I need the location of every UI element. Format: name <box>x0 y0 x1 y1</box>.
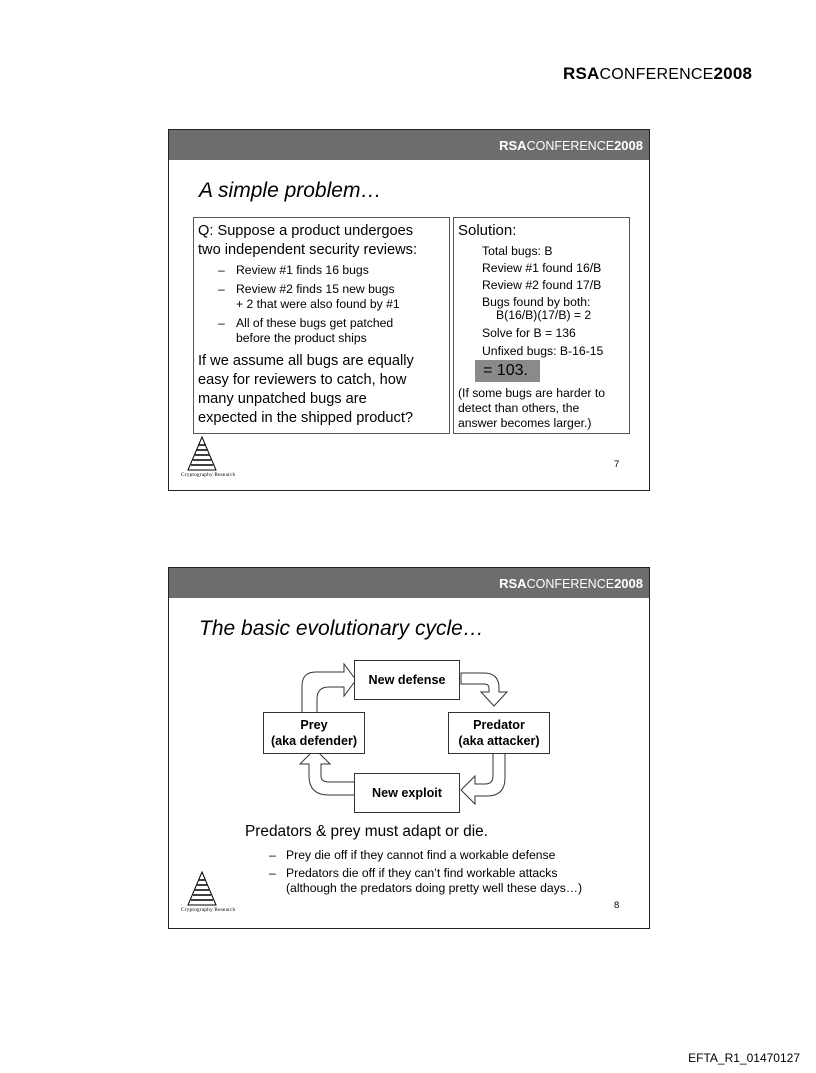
page-number: 7 <box>614 459 620 470</box>
solution-step: Review #2 found 17/B <box>482 278 602 292</box>
page-number: 8 <box>614 900 620 911</box>
bullet-text: (although the predators doing pretty well these days…) <box>286 881 583 895</box>
solution-step: Review #1 found 16/B <box>482 261 602 275</box>
slide-rsa-logo: RSACONFERENCE2008 <box>499 138 643 153</box>
node-predator <box>448 712 550 754</box>
arrow-prey-to-defense <box>302 664 356 713</box>
bullet-dash: – <box>269 866 276 880</box>
bullet-text: Review #2 finds 15 new bugs <box>236 282 395 296</box>
solution-step: Solve for B = 136 <box>482 326 576 340</box>
bullet-text: + 2 that were also found by #1 <box>236 297 400 311</box>
bullet-dash: – <box>218 282 225 296</box>
node-label: (aka attacker) <box>458 734 540 748</box>
slide-title: The basic evolutionary cycle… <box>199 617 484 640</box>
slide-8 <box>168 567 650 929</box>
solution-step: Unfixed bugs: B-16-15 <box>482 344 604 358</box>
node-new-defense <box>354 660 460 700</box>
slide-7 <box>168 129 650 491</box>
document-id: EFTA_R1_01470127 <box>688 1051 800 1065</box>
pyramid-icon <box>187 436 217 472</box>
closing-line: If we assume all bugs are equally <box>198 353 414 369</box>
slide-header-bar <box>169 130 649 160</box>
bullet-dash: – <box>269 848 276 862</box>
bullet-text: Predators die off if they can’t find workable attacks <box>286 866 558 880</box>
logo-caption: Cryptography Research <box>181 472 236 478</box>
solution-box <box>453 217 630 434</box>
solution-step: B(16/B)(17/B) = 2 <box>496 308 592 322</box>
node-label: Prey <box>300 718 328 732</box>
arrow-predator-to-exploit <box>461 753 505 804</box>
solution-step: Total bugs: B <box>482 244 553 258</box>
bullet-dash: – <box>218 263 225 277</box>
main-point: Predators & prey must adapt or die. <box>245 823 488 840</box>
solution-heading: Solution: <box>458 222 517 239</box>
bullet-dash: – <box>218 316 225 330</box>
solution-step: Bugs found by both: <box>482 295 591 309</box>
logo-caption: Cryptography Research <box>181 907 236 913</box>
solution-note: (If some bugs are harder to <box>458 386 605 400</box>
question-intro-1: Q: Suppose a product undergoes <box>198 223 414 239</box>
bullet-text: before the product ships <box>236 331 367 345</box>
arrow-defense-to-predator <box>461 673 507 706</box>
solution-note: answer becomes larger.) <box>458 416 592 430</box>
answer-highlight: = 103. <box>475 360 540 382</box>
bullet-text: Prey die off if they cannot find a workable defense <box>286 848 556 862</box>
node-label: New exploit <box>372 786 442 800</box>
slide-rsa-logo: RSACONFERENCE2008 <box>499 576 643 591</box>
bullet-text: Review #1 finds 16 bugs <box>236 263 369 277</box>
node-label: (aka defender) <box>270 734 358 748</box>
bullet-text: All of these bugs get patched <box>236 316 394 330</box>
node-prey <box>263 712 365 754</box>
question-intro-2: two independent security reviews: <box>198 242 418 258</box>
arrow-exploit-to-prey <box>300 749 356 795</box>
cryptography-research-logo <box>181 871 236 913</box>
question-box <box>193 217 450 434</box>
cryptography-research-logo <box>181 436 236 478</box>
closing-line: expected in the shipped product? <box>198 410 414 426</box>
solution-note: detect than others, the <box>458 401 580 415</box>
rsa-conference-logo: RSACONFERENCE2008 <box>563 64 753 83</box>
closing-line: easy for reviewers to catch, how <box>198 372 407 388</box>
node-label: New defense <box>368 673 446 687</box>
node-new-exploit <box>354 773 460 813</box>
pyramid-icon <box>187 871 217 907</box>
node-label: Predator <box>473 718 525 732</box>
closing-line: many unpatched bugs are <box>198 391 367 407</box>
slide-title: A simple problem… <box>199 179 382 202</box>
